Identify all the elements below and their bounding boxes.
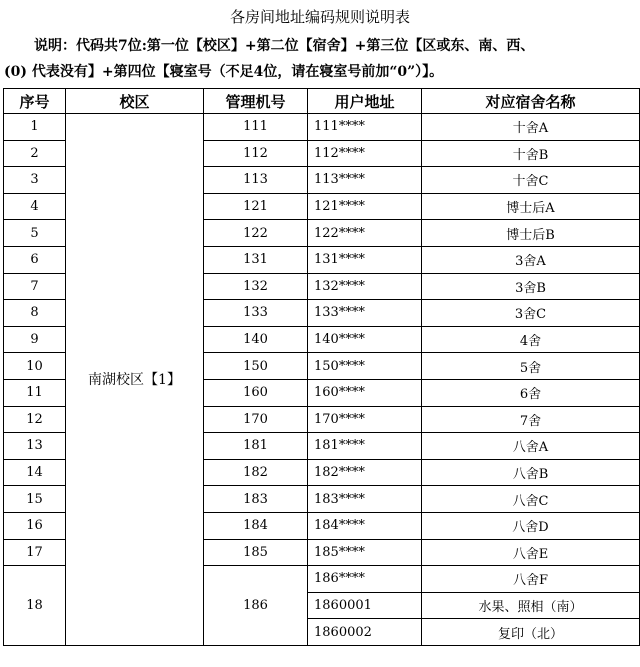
dorm-name-cell: 3舍A bbox=[422, 246, 640, 273]
dorm-name-cell: 八舍A bbox=[422, 433, 640, 460]
serial-cell: 13 bbox=[4, 433, 66, 460]
serial-cell: 9 bbox=[4, 326, 66, 353]
user-address-cell: 121**** bbox=[308, 193, 422, 220]
address-code-table bbox=[3, 88, 640, 646]
machine-no-cell: 184 bbox=[204, 512, 308, 539]
dorm-name-cell: 八舍E bbox=[422, 539, 640, 566]
user-address-cell: 182**** bbox=[308, 459, 422, 486]
dorm-name-cell: 八舍D bbox=[422, 512, 640, 539]
dorm-name-cell: 十舍C bbox=[422, 167, 640, 194]
dorm-name-cell: 6舍 bbox=[422, 379, 640, 406]
serial-cell: 10 bbox=[4, 353, 66, 380]
user-address-cell: 181**** bbox=[308, 433, 422, 460]
dorm-name-cell: 八舍F bbox=[422, 566, 640, 593]
machine-no-cell: 121 bbox=[204, 193, 308, 220]
user-address-cell: 186**** bbox=[308, 566, 422, 593]
machine-no-cell: 131 bbox=[204, 246, 308, 273]
machine-no-cell: 182 bbox=[204, 459, 308, 486]
user-address-cell: 1860001 bbox=[308, 592, 422, 619]
user-address-cell: 131**** bbox=[308, 246, 422, 273]
machine-no-cell: 150 bbox=[204, 353, 308, 380]
machine-no-cell: 181 bbox=[204, 433, 308, 460]
document-title: 各房间地址编码规则说明表 bbox=[229, 8, 410, 26]
user-address-cell: 122**** bbox=[308, 220, 422, 247]
dorm-name-cell: 7舍 bbox=[422, 406, 640, 433]
user-address-cell: 160**** bbox=[308, 379, 422, 406]
dorm-name-cell: 八舍B bbox=[422, 459, 640, 486]
serial-cell: 8 bbox=[4, 300, 66, 327]
machine-no-cell: 111 bbox=[204, 114, 308, 141]
machine-no-cell: 133 bbox=[204, 300, 308, 327]
machine-no-cell: 112 bbox=[204, 140, 308, 167]
dorm-name-cell: 水果、照相（南） bbox=[422, 592, 640, 619]
dorm-name-cell: 4舍 bbox=[422, 326, 640, 353]
machine-no-cell: 113 bbox=[204, 167, 308, 194]
dorm-name-cell: 5舍 bbox=[422, 353, 640, 380]
machine-no-cell: 160 bbox=[204, 379, 308, 406]
note-line-1: 说明：代码共7位:第一位【校区】+第二位【宿舍】+第三位【区或东、南、西、 bbox=[34, 38, 535, 54]
machine-no-cell: 183 bbox=[204, 486, 308, 513]
header-machine-no: 管理机号 bbox=[204, 89, 308, 114]
user-address-cell: 113**** bbox=[308, 167, 422, 194]
dorm-name-cell: 十舍B bbox=[422, 140, 640, 167]
user-address-cell: 140**** bbox=[308, 326, 422, 353]
campus-cell: 南湖校区【1】 bbox=[66, 114, 204, 646]
serial-cell: 1 bbox=[4, 114, 66, 141]
user-address-cell: 132**** bbox=[308, 273, 422, 300]
serial-cell: 12 bbox=[4, 406, 66, 433]
serial-cell: 3 bbox=[4, 167, 66, 194]
header-user-address: 用户地址 bbox=[308, 89, 422, 114]
serial-cell: 18 bbox=[4, 566, 66, 646]
user-address-cell: 112**** bbox=[308, 140, 422, 167]
serial-cell: 17 bbox=[4, 539, 66, 566]
user-address-cell: 184**** bbox=[308, 512, 422, 539]
user-address-cell: 1860002 bbox=[308, 619, 422, 646]
user-address-cell: 133**** bbox=[308, 300, 422, 327]
header-campus: 校区 bbox=[66, 89, 204, 114]
user-address-cell: 183**** bbox=[308, 486, 422, 513]
user-address-cell: 185**** bbox=[308, 539, 422, 566]
dorm-name-cell: 复印（北） bbox=[422, 619, 640, 646]
note-line-2: (0) 代表没有】+第四位【寝室号（不足4位，请在寝室号前加“0”）】。 bbox=[4, 64, 444, 80]
table-header-row bbox=[4, 89, 640, 114]
user-address-cell: 150**** bbox=[308, 353, 422, 380]
dorm-name-cell: 博士后B bbox=[422, 220, 640, 247]
machine-no-cell: 170 bbox=[204, 406, 308, 433]
machine-no-cell: 140 bbox=[204, 326, 308, 353]
dorm-name-cell: 博士后A bbox=[422, 193, 640, 220]
dorm-name-cell: 3舍B bbox=[422, 273, 640, 300]
machine-no-cell: 122 bbox=[204, 220, 308, 247]
header-dorm-name: 对应宿舍名称 bbox=[422, 89, 640, 114]
user-address-cell: 170**** bbox=[308, 406, 422, 433]
serial-cell: 14 bbox=[4, 459, 66, 486]
header-serial: 序号 bbox=[4, 89, 66, 114]
serial-cell: 6 bbox=[4, 246, 66, 273]
table-row bbox=[4, 114, 640, 141]
dorm-name-cell: 十舍A bbox=[422, 114, 640, 141]
dorm-name-cell: 八舍C bbox=[422, 486, 640, 513]
serial-cell: 11 bbox=[4, 379, 66, 406]
dorm-name-cell: 3舍C bbox=[422, 300, 640, 327]
machine-no-cell: 186 bbox=[204, 566, 308, 646]
machine-no-cell: 185 bbox=[204, 539, 308, 566]
serial-cell: 2 bbox=[4, 140, 66, 167]
serial-cell: 15 bbox=[4, 486, 66, 513]
serial-cell: 16 bbox=[4, 512, 66, 539]
serial-cell: 4 bbox=[4, 193, 66, 220]
serial-cell: 5 bbox=[4, 220, 66, 247]
serial-cell: 7 bbox=[4, 273, 66, 300]
user-address-cell: 111**** bbox=[308, 114, 422, 141]
machine-no-cell: 132 bbox=[204, 273, 308, 300]
